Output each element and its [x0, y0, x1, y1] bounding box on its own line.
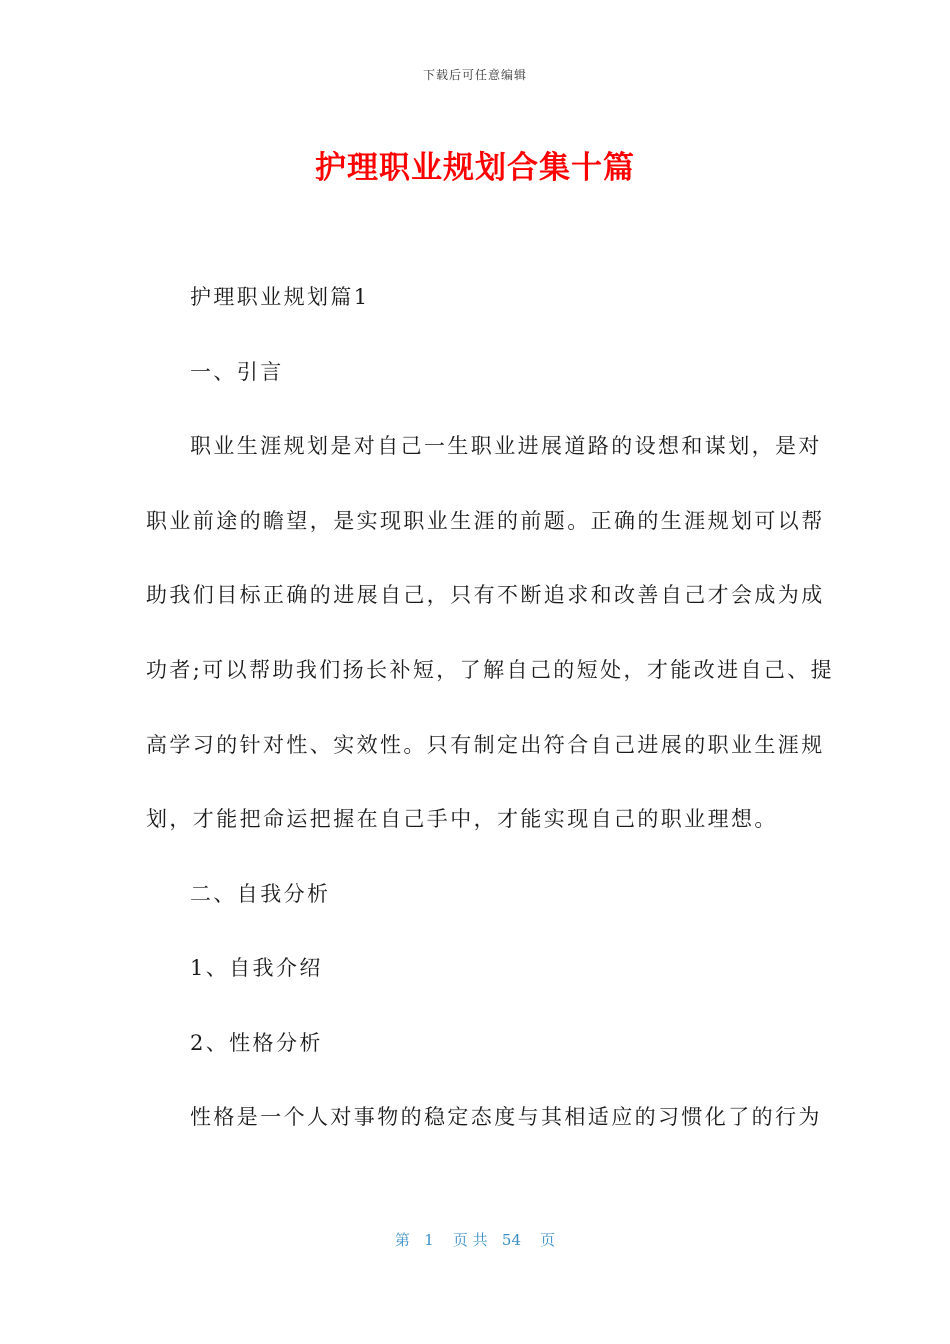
paragraph-line: 职业生涯规划是对自己一生职业进展道路的设想和谋划，是对	[190, 434, 822, 458]
section-heading: 护理职业规划篇1	[190, 285, 370, 309]
paragraph-line: 功者;可以帮助我们扬长补短，了解自己的短处，才能改进自己、提	[146, 658, 835, 682]
paragraph-line: 职业前途的瞻望，是实现职业生涯的前题。正确的生涯规划可以帮	[146, 509, 825, 533]
paragraph-line: 划，才能把命运把握在自己手中，才能实现自己的职业理想。	[146, 807, 778, 831]
paragraph-line: 高学习的针对性、实效性。只有制定出符合自己进展的职业生涯规	[146, 733, 825, 757]
subsection-heading: 一、引言	[190, 360, 284, 384]
header-note: 下载后可任意编辑	[422, 68, 527, 82]
list-item: 2、性格分析	[190, 1031, 323, 1055]
subsection-heading: 二、自我分析	[190, 882, 331, 906]
list-item: 1、自我介绍	[190, 956, 323, 980]
page-number-footer: 第 1 页 共 54 页	[394, 1231, 556, 1249]
document-title: 护理职业规划合集十篇	[315, 150, 635, 186]
paragraph-line: 性格是一个人对事物的稳定态度与其相适应的习惯化了的行为	[190, 1105, 822, 1129]
paragraph-line: 助我们目标正确的进展自己，只有不断追求和改善自己才会成为成	[146, 583, 825, 607]
